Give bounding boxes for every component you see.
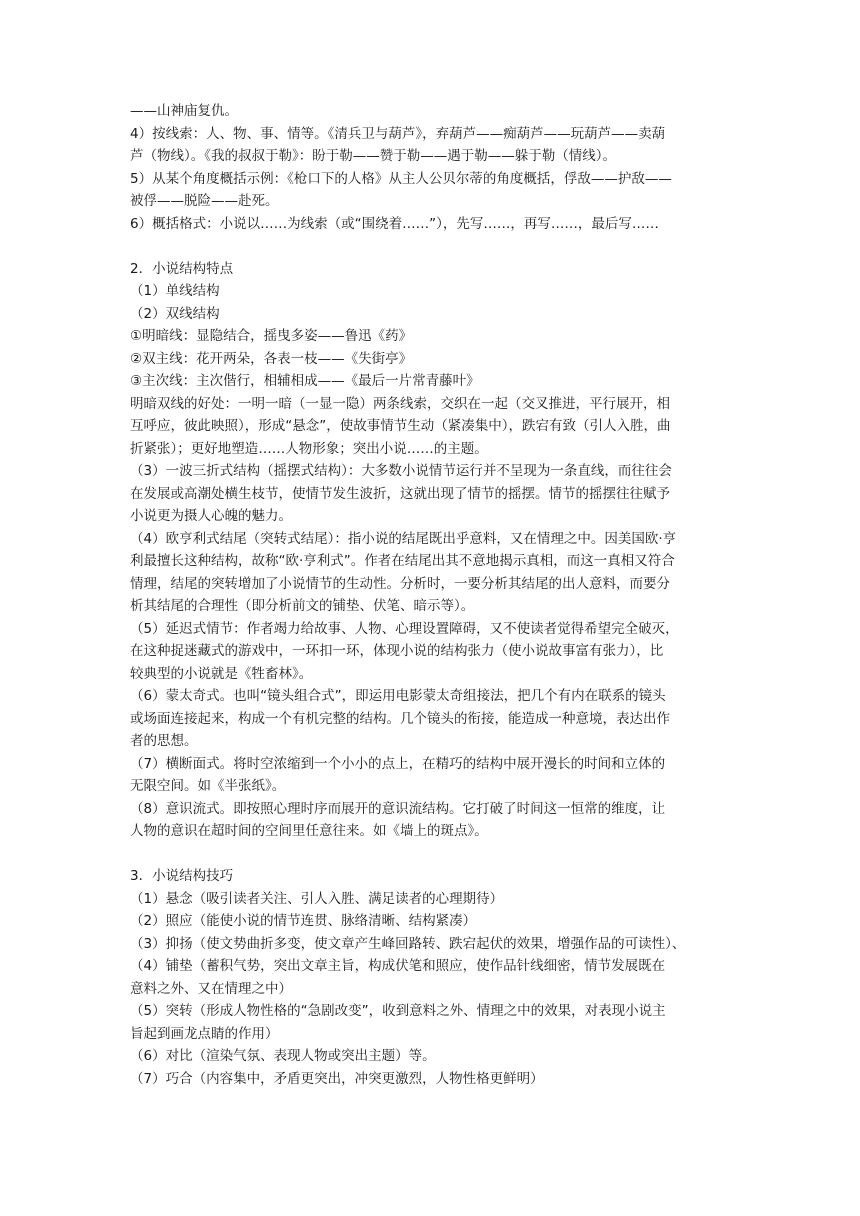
section-heading: 2．小说结构特点 (130, 260, 234, 277)
paragraph-gap (130, 843, 735, 866)
text-line: ——山神庙复仇。 (130, 103, 238, 119)
paragraph-gap (130, 235, 735, 258)
text-line: 被俘——脱险——赴死。 (130, 193, 279, 209)
text-line: 芦（物线）。《我的叔叔于勒》：盼于勒——赞于勒——遇于勒——躲于勒（情线）。 (130, 148, 616, 164)
text-line: 4）按线索：人、物、事、情等。《清兵卫与葫芦》，弃葫芦——痴葫芦——玩葫芦——卖葫 (130, 125, 666, 142)
text-line: 意料之外、又在情理之中） (130, 980, 292, 997)
text-line: 人物的意识在超时间的空间里任意往来。如《墙上的斑点》。 (130, 823, 488, 839)
text-line: 较典型的小说就是《牲畜林》。 (130, 665, 313, 682)
text-line: （3）抑扬（使文势曲折多变，使文章产生峰回路转、跌宕起伏的效果，增强作品的可读性）、 (130, 935, 686, 952)
text-line: 小说更为摄人心魄的魅力。 (130, 508, 292, 524)
text-line: （6）对比（渲染气氛、表现人物或突出主题）等。 (130, 1048, 436, 1064)
section-structure-techniques (130, 865, 735, 1090)
text-line: 者的思想。 (130, 733, 198, 749)
text-line: （7）横断面式。将时空浓缩到一个小小的点上，在精巧的结构中展开漫长的时间和立体的 (130, 755, 666, 772)
text-line: 在发展或高潮处横生枝节，使情节发生波折，这就出现了情节的摇摆。情节的摇摆往往赋予 (130, 485, 670, 502)
text-line: （4）铺垫（蓄积气势，突出文章主旨，构成伏笔和照应，使作品针线细密，情节发展既在 (130, 958, 666, 974)
text-line: 情理，结尾的突转增加了小说情节的生动性。分析时，一要分析其结尾的出人意料，而要分 (130, 575, 670, 592)
text-line: 5）从某个角度概括示例：《枪口下的人格》从主人公贝尔蒂的角度概括，俘敌——护敌—— (130, 170, 672, 187)
intro-block (130, 100, 735, 235)
text-line: （5）延迟式情节：作者竭力给故事、人物、心理设置障碍，又不使读者觉得希望完全破灭， (130, 620, 679, 637)
text-line: 或场面连接起来，构成一个有机完整的结构。几个镜头的衔接，能造成一种意境，表达出作 (130, 710, 670, 727)
text-line: （6）蒙太奇式。也叫“镜头组合式”，即运用电影蒙太奇组接法，把几个有内在联系的镜头 (130, 688, 666, 704)
text-line: 旨起到画龙点睛的作用） (130, 1025, 279, 1042)
text-line: （3）一波三折式结构（摇摆式结构）：大多数小说情节运行并不呈现为一条直线，而往往会 (130, 463, 672, 479)
section-structure-features (130, 258, 735, 843)
text-line: （2）双线结构 (130, 305, 220, 322)
text-line: （7）巧合（内容集中，矛盾更突出，冲突更激烈，人物性格更鲜明） (130, 1070, 544, 1087)
text-line: 互呼应，彼此映照），形成“悬念”，使故事情节生动（紧凑集中），跌宕有致（引人入胜，曲 (130, 418, 671, 434)
text-line: 6）概括格式：小说以……为线索（或“围绕着……”），先写……，再写……，最后写…… (130, 215, 659, 232)
text-line: （4）欧亨利式结尾（突转式结尾）：指小说的结尾既出乎意料，又在情理之中。因美国欧·亨 (130, 530, 677, 547)
text-line: （8）意识流式。即按照心理时序而展开的意识流结构。它打破了时间这一恒常的维度，让 (130, 800, 666, 817)
text-line: （1）悬念（吸引读者关注、引人入胜、满足读者的心理期待） (130, 890, 504, 907)
text-line: ③主次线：主次偕行，相辅相成——《最后一片常青藤叶》 (130, 373, 480, 389)
text-line: ②双主线：花开两朵，各表一枝——《失街亭》 (130, 350, 413, 367)
text-line: （5）突转（形成人物性格的“急剧改变”，收到意料之外、情理之中的效果，对表现小说主 (130, 1003, 666, 1019)
text-line: （2）照应（能使小说的情节连贯、脉络清晰、结构紧凑） (130, 913, 477, 929)
text-line: 利最擅长这种结构，故称“欧·亨利式”。作者在结尾出其不意地揭示真相，而这一真相又符合 (130, 553, 675, 569)
text-line: ①明暗线：显隐结合，摇曳多姿——鲁迅《药》 (130, 328, 413, 344)
text-line: 明暗双线的好处：一明一暗（一显一隐）两条线索，交织在一起（交叉推进，平行展开，相 (130, 395, 670, 412)
text-line: （1）单线结构 (130, 283, 220, 299)
text-line: 折紧张）；更好地塑造……人物形象；突出小说……的主题。 (130, 440, 488, 457)
section-heading: 3．小说结构技巧 (130, 868, 234, 884)
text-line: 在这种捉迷藏式的游戏中，一环扣一环，体现小说的结构张力（使小说故事富有张力），比 (130, 643, 664, 659)
document-page (130, 100, 735, 1090)
text-line: 析其结尾的合理性（即分析前文的铺垫、伏笔、暗示等）。 (130, 598, 475, 614)
text-line: 无限空间。如《半张纸》。 (130, 778, 286, 794)
